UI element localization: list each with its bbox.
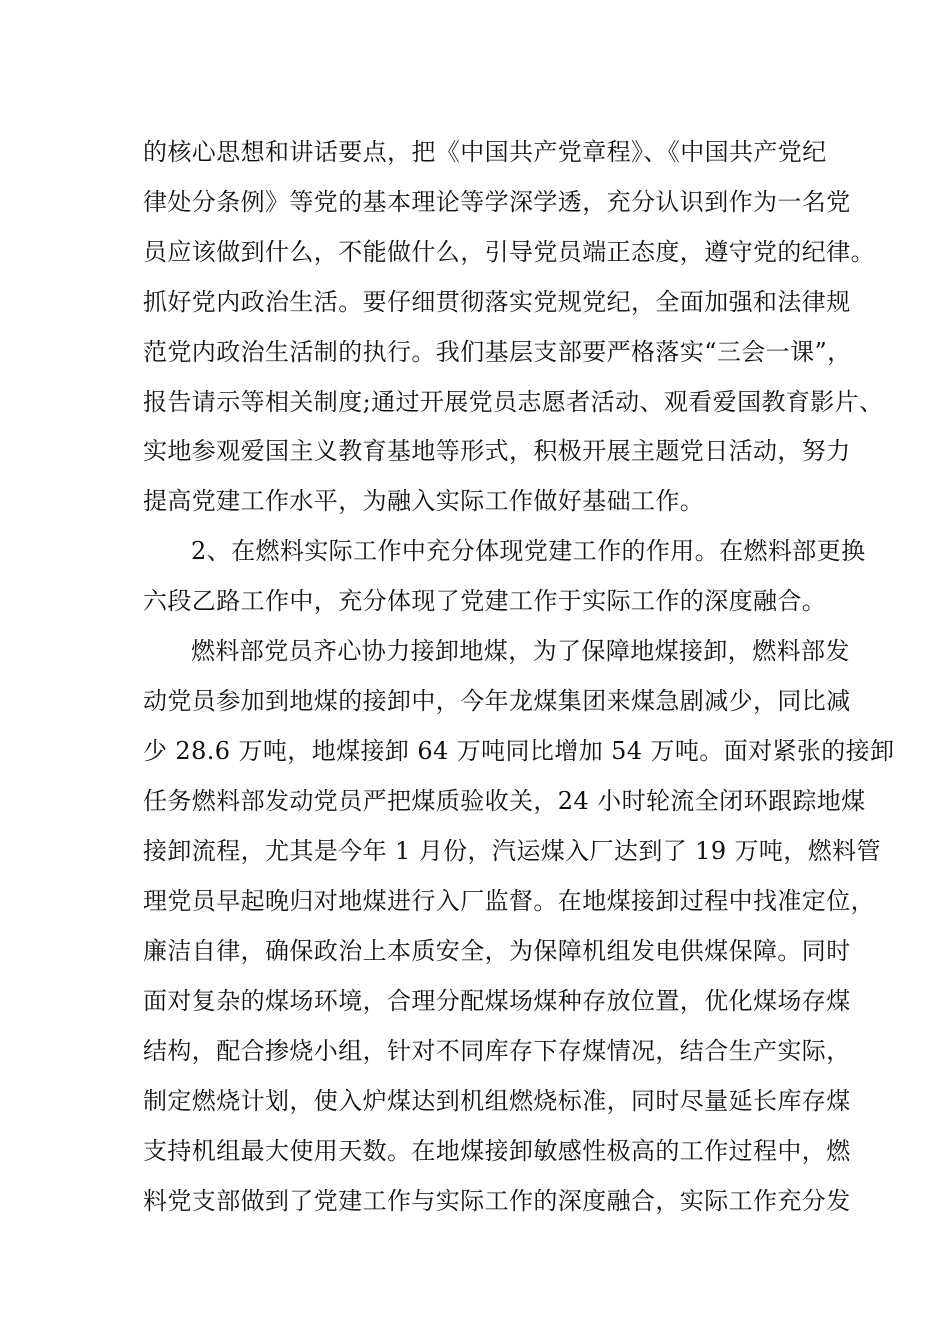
text-line: 动党员参加到地煤的接卸中，今年龙煤集团来煤急剧减少，同比减: [143, 687, 851, 715]
text-line: 制定燃烧计划，使入炉煤达到机组燃烧标准，同时尽量延长库存煤: [143, 1087, 851, 1115]
text-line: 料党支部做到了党建工作与实际工作的深度融合，实际工作充分发: [143, 1187, 851, 1215]
text-line: 任务燃料部发动党员严把煤质验收关，24 小时轮流全闭环跟踪地煤: [143, 787, 866, 815]
text-line: 范党内政治生活制的执行。我们基层支部要严格落实“三会一课”，: [143, 338, 852, 366]
text-line: 报告请示等相关制度;通过开展党员志愿者活动、观看爱国教育影片、: [143, 388, 884, 416]
text-line: 提高党建工作水平，为融入实际工作做好基础工作。: [143, 487, 705, 515]
text-line: 少 28.6 万吨，地煤接卸 64 万吨同比增加 54 万吨。面对紧张的接卸: [143, 737, 895, 765]
text-line: 理党员早起晚归对地煤进行入厂监督。在地煤接卸过程中找准定位，: [143, 887, 875, 915]
text-line: 员应该做到什么，不能做什么，引导党员端正态度，遵守党的纪律。: [143, 238, 875, 266]
text-line: 支持机组最大使用天数。在地煤接卸敏感性极高的工作过程中，燃: [143, 1137, 851, 1165]
text-line: 的核心思想和讲话要点，把《中国共产党章程》、《中国共产党纪: [143, 138, 827, 166]
text-line: 抓好党内政治生活。要仔细贯彻落实党规党纪，全面加强和法律规: [143, 288, 851, 316]
text-line: 结构，配合掺烧小组，针对不同库存下存煤情况，结合生产实际，: [143, 1037, 851, 1065]
text-line: 面对复杂的煤场环境，合理分配煤场煤种存放位置，优化煤场存煤: [143, 987, 851, 1015]
paragraph-start-line: 燃料部党员齐心协力接卸地煤，为了保障地煤接卸，燃料部发: [191, 637, 850, 665]
paragraph-start-line: 2、在燃料实际工作中充分体现党建工作的作用。在燃料部更换: [191, 537, 866, 565]
text-line: 廉洁自律，确保政治上本质安全，为保障机组发电供煤保障。同时: [143, 937, 851, 965]
text-line: 接卸流程，尤其是今年 1 月份，汽运煤入厂达到了 19 万吨，燃料管: [143, 837, 881, 865]
text-line: 六段乙路工作中，充分体现了党建工作于实际工作的深度融合。: [143, 587, 827, 615]
text-line: 实地参观爱国主义教育基地等形式，积极开展主题党日活动，努力: [143, 437, 851, 465]
text-line: 律处分条例》等党的基本理论等学深学透，充分认识到作为一名党: [143, 188, 851, 216]
